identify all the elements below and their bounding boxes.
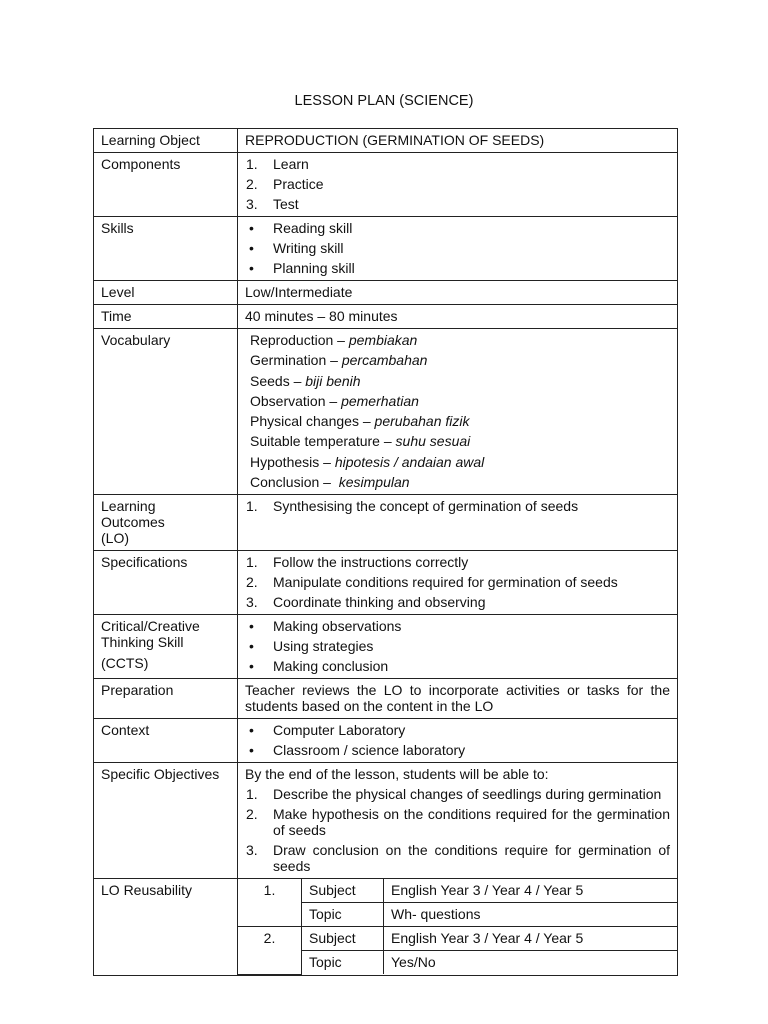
vocab-translation: biji benih	[305, 372, 361, 389]
table-row	[238, 879, 677, 903]
subject-label: Subject	[302, 927, 384, 951]
subject-label: Subject	[302, 879, 384, 903]
bullet-icon: •	[249, 618, 254, 635]
list-text: Describe the physical changes of seedlings during germination	[273, 786, 662, 803]
list-text: Writing skill	[273, 240, 344, 256]
list-text: Manipulate conditions required for germination of seeds	[273, 574, 618, 591]
list-text: Follow the instructions correctly	[273, 554, 469, 571]
reusability-cell	[238, 879, 678, 976]
vocab-term: Germination –	[250, 352, 342, 369]
topic-value: Yes/No	[384, 951, 678, 975]
lesson-plan-table	[93, 128, 678, 976]
list-item	[245, 554, 670, 570]
vocab-item	[250, 433, 670, 449]
list-number: 1.	[246, 498, 258, 515]
context-list	[238, 719, 678, 763]
vocab-translation: pembiakan	[348, 332, 418, 348]
specifications-list	[238, 551, 678, 615]
list-number: 3.	[246, 842, 258, 859]
list-item	[245, 658, 670, 674]
vocab-term: Reproduction –	[250, 332, 349, 348]
row-value: Low/Intermediate	[238, 281, 678, 305]
list-item	[245, 176, 670, 192]
ccts-list	[238, 615, 678, 679]
row-label	[94, 495, 238, 551]
list-text: Coordinate thinking and observing	[273, 594, 486, 611]
row-vocabulary	[94, 329, 678, 495]
label-line: (CCTS)	[101, 655, 149, 672]
vocab-term: Hypothesis –	[250, 453, 335, 470]
list-item	[245, 842, 670, 874]
vocabulary-list	[238, 329, 678, 495]
vocab-item	[250, 413, 670, 429]
topic-label: Topic	[302, 903, 384, 927]
vocab-translation: suhu sesuai	[395, 433, 471, 450]
row-context	[94, 719, 678, 763]
list-item	[245, 574, 670, 590]
row-level	[94, 281, 678, 305]
list-number: 1.	[246, 156, 258, 172]
vocab-translation: percambahan	[341, 352, 428, 369]
row-components	[94, 153, 678, 217]
list-text: Reading skill	[273, 220, 353, 236]
topic-label: Topic	[302, 951, 384, 975]
row-ccts	[94, 615, 678, 679]
list-item	[245, 240, 670, 256]
list-text: Synthesising the concept of germination of seeds	[273, 498, 579, 515]
entry-number: 2.	[238, 927, 302, 975]
list-item	[245, 260, 670, 276]
row-label: Context	[94, 719, 238, 763]
list-number: 1.	[246, 554, 258, 571]
row-time	[94, 305, 678, 329]
reusability-table	[238, 879, 677, 975]
list-number: 3.	[246, 196, 258, 212]
label-line: (LO)	[101, 530, 129, 547]
vocab-translation: kesimpulan	[334, 474, 410, 491]
vocab-item	[250, 474, 670, 490]
label-line: Thinking Skill	[101, 634, 184, 651]
row-label: Components	[94, 153, 238, 217]
list-item	[245, 806, 670, 838]
list-text: Test	[273, 196, 299, 212]
list-text: Draw conclusion on the conditions require for germination of seeds	[273, 842, 670, 875]
row-label	[94, 615, 238, 679]
bullet-icon: •	[249, 722, 254, 739]
subject-value: English Year 3 / Year 4 / Year 5	[384, 879, 678, 903]
vocab-term: Suitable temperature –	[250, 433, 396, 450]
skills-list	[238, 217, 678, 281]
label-line: Learning Outcomes	[101, 498, 165, 531]
list-number: 2.	[246, 574, 258, 591]
entry-number: 1.	[238, 879, 302, 927]
bullet-icon: •	[249, 658, 254, 675]
bullet-icon: •	[249, 742, 254, 759]
row-value: REPRODUCTION (GERMINATION OF SEEDS)	[238, 129, 678, 153]
row-label: Vocabulary	[94, 329, 238, 495]
list-text: Making observations	[273, 618, 402, 635]
vocab-translation: perubahan fizik	[374, 413, 470, 430]
row-label: Level	[94, 281, 238, 305]
list-item	[245, 156, 670, 172]
list-item	[245, 618, 670, 634]
list-item	[245, 220, 670, 236]
objectives-intro: By the end of the lesson, students will be able to:	[245, 766, 549, 783]
vocab-item	[250, 352, 670, 368]
row-value: Teacher reviews the LO to incorporate activities or tasks for the students based on the content in the LO	[238, 679, 678, 719]
list-text: Make hypothesis on the conditions required for the germination of seeds	[273, 806, 670, 839]
list-text: Making conclusion	[273, 658, 389, 675]
list-item	[245, 742, 670, 758]
row-skills	[94, 217, 678, 281]
topic-value: Wh- questions	[384, 903, 678, 927]
list-item	[245, 722, 670, 738]
row-label: Preparation	[94, 679, 238, 719]
vocab-term: Seeds –	[250, 372, 306, 389]
row-label: Specific Objectives	[94, 763, 238, 879]
row-label: Learning Object	[94, 129, 238, 153]
objectives-cell	[238, 763, 678, 879]
row-lo-reusability	[94, 879, 678, 976]
row-label: Time	[94, 305, 238, 329]
outcomes-list	[238, 495, 678, 551]
row-specifications	[94, 551, 678, 615]
row-learning-outcomes	[94, 495, 678, 551]
list-number: 1.	[246, 786, 258, 803]
vocab-item	[250, 373, 670, 389]
list-item	[245, 594, 670, 610]
bullet-icon: •	[249, 260, 254, 276]
table-row	[238, 927, 677, 951]
list-item	[245, 638, 670, 654]
vocab-term: Physical changes –	[250, 413, 375, 430]
vocab-translation: hipotesis / andaian awal	[334, 453, 485, 470]
row-label: Skills	[94, 217, 238, 281]
table-row	[238, 903, 677, 927]
vocab-term: Conclusion –	[250, 474, 335, 491]
list-text: Computer Laboratory	[273, 722, 406, 739]
row-specific-objectives	[94, 763, 678, 879]
vocab-item	[250, 332, 670, 348]
list-text: Classroom / science laboratory	[273, 742, 466, 759]
vocab-translation: pemerhatian	[341, 392, 419, 409]
list-text: Practice	[273, 176, 324, 192]
table-row	[238, 951, 677, 975]
list-number: 2.	[246, 806, 258, 823]
list-text: Learn	[273, 156, 309, 172]
label-line: Critical/Creative	[101, 618, 200, 635]
vocab-term: Observation –	[250, 392, 342, 409]
bullet-icon: •	[249, 240, 254, 256]
list-text: Using strategies	[273, 638, 374, 655]
row-label: Specifications	[94, 551, 238, 615]
list-text: Planning skill	[273, 260, 355, 276]
list-item	[245, 786, 670, 802]
bullet-icon: •	[249, 220, 254, 236]
components-list	[238, 153, 678, 217]
subject-value: English Year 3 / Year 4 / Year 5	[384, 927, 678, 951]
row-learning-object	[94, 129, 678, 153]
page-title: LESSON PLAN (SCIENCE)	[294, 93, 474, 109]
vocab-item	[250, 454, 670, 470]
list-number: 3.	[246, 594, 258, 611]
bullet-icon: •	[249, 638, 254, 655]
row-preparation	[94, 679, 678, 719]
list-item	[245, 498, 670, 514]
vocab-item	[250, 393, 670, 409]
list-number: 2.	[246, 176, 258, 192]
row-label: LO Reusability	[94, 879, 238, 976]
row-value: 40 minutes – 80 minutes	[238, 305, 678, 329]
list-item	[245, 196, 670, 212]
